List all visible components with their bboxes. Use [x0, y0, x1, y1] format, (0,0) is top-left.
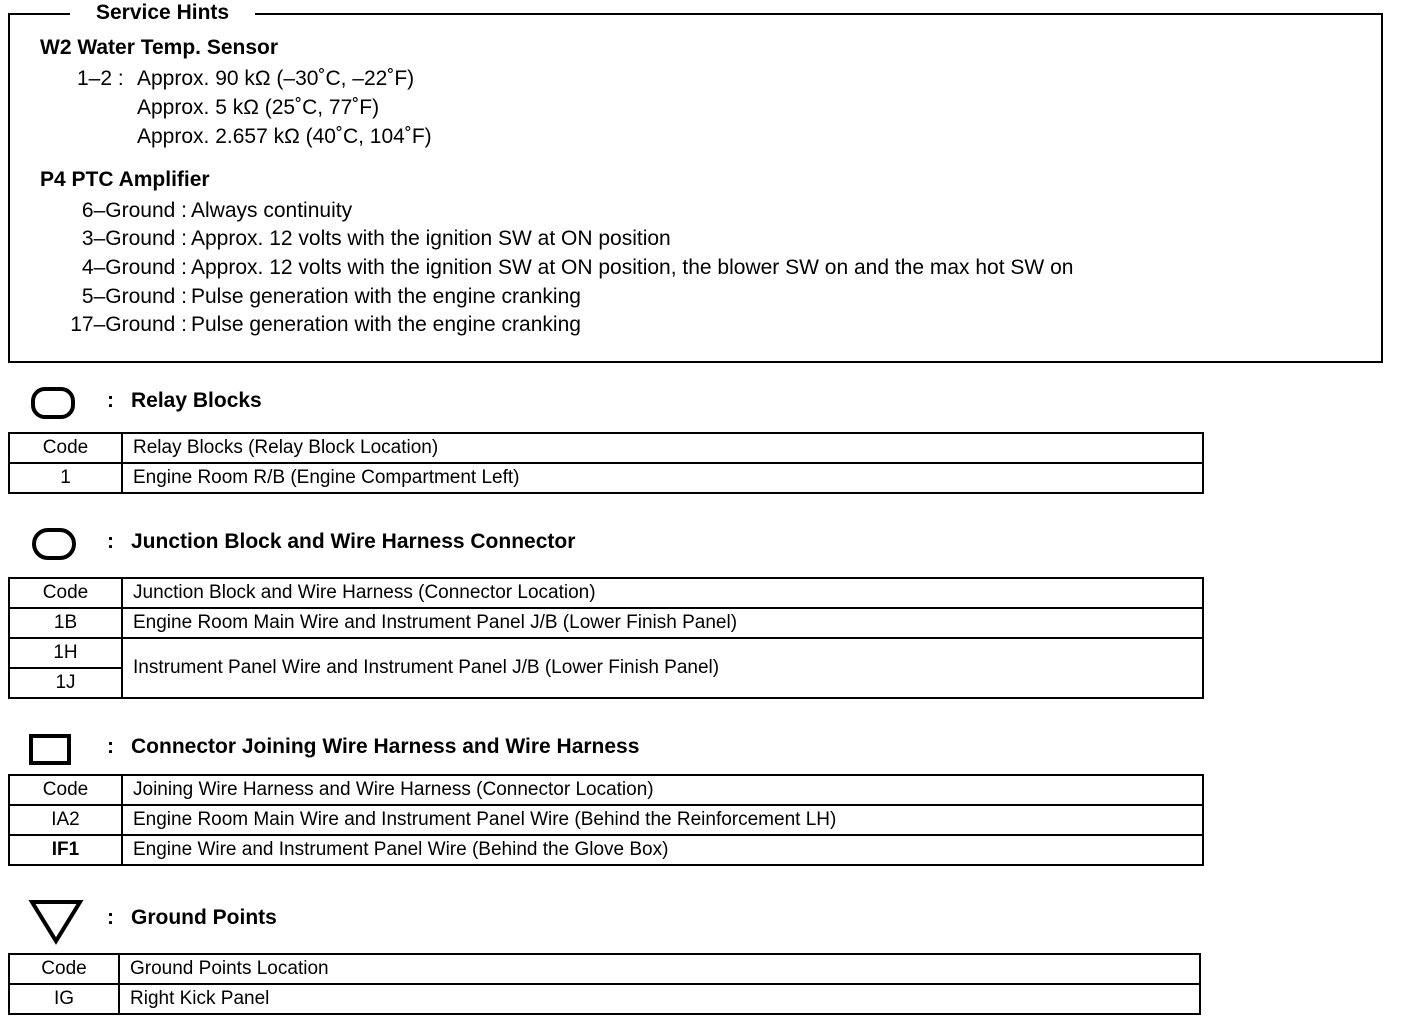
oval-icon	[31, 527, 77, 561]
code-cell: 1J	[9, 668, 122, 698]
p4-line-text: Pulse generation with the engine cranking	[191, 285, 581, 308]
code-header: Code	[9, 578, 122, 608]
code-cell: 1	[9, 463, 122, 493]
p4-line-prefix: 17–Ground :	[70, 313, 187, 336]
code-header: Code	[9, 954, 119, 984]
p4-line-prefix: 6–Ground :	[81, 199, 187, 222]
table-row	[9, 984, 1200, 1014]
desc-header: Relay Blocks (Relay Block Location)	[122, 433, 1203, 463]
table-row	[9, 463, 1203, 493]
legend-colon: :	[107, 735, 114, 758]
p4-line-prefix: 4–Ground :	[81, 256, 187, 279]
code-cell: IA2	[9, 805, 122, 835]
desc-cell: Instrument Panel Wire and Instrument Panel J/B (Lower Finish Panel)	[122, 638, 1203, 698]
p4-line-prefix: 5–Ground :	[81, 285, 187, 308]
p4-heading: P4 PTC Amplifier	[40, 168, 210, 191]
rectangle-icon	[28, 733, 74, 767]
p4-line-text: Pulse generation with the engine cranking	[191, 313, 581, 336]
connectors-title: Connector Joining Wire Harness and Wire Harness	[131, 735, 640, 758]
legend-colon: :	[107, 906, 114, 929]
p4-line-prefix: 3–Ground :	[81, 227, 187, 250]
p4-line-text: Always continuity	[191, 199, 353, 222]
w2-line-prefix: 1–2 :	[77, 67, 124, 90]
ground-points-title: Ground Points	[131, 906, 277, 929]
desc-cell: Engine Wire and Instrument Panel Wire (Behind the Glove Box)	[122, 835, 1203, 865]
legend-colon: :	[107, 530, 114, 553]
relay-blocks-title: Relay Blocks	[131, 389, 262, 412]
desc-header: Ground Points Location	[119, 954, 1200, 984]
table-header-row	[9, 775, 1203, 805]
p4-line-text: Approx. 12 volts with the ignition SW at ON position, the blower SW on and the max hot SW on	[191, 256, 1074, 279]
triangle-down-icon	[28, 897, 84, 947]
desc-cell: Engine Room Main Wire and Instrument Panel J/B (Lower Finish Panel)	[122, 608, 1203, 638]
junction-blocks-title: Junction Block and Wire Harness Connector	[131, 530, 576, 553]
rounded-rect-icon	[30, 386, 76, 420]
table-header-row	[9, 433, 1203, 463]
code-cell: 1H	[9, 638, 122, 668]
table-row	[9, 805, 1203, 835]
w2-line-text: Approx. 90 kΩ (–30˚C, –22˚F)	[137, 67, 415, 90]
ground-points-table	[8, 953, 1201, 1015]
p4-line-text: Approx. 12 volts with the ignition SW at ON position	[191, 227, 671, 250]
w2-line-text: Approx. 5 kΩ (25˚C, 77˚F)	[137, 96, 380, 119]
table-row	[9, 835, 1203, 865]
code-cell: 1B	[9, 608, 122, 638]
table-row	[9, 638, 1203, 668]
service-hints-title: Service Hints	[70, 0, 255, 26]
code-cell: IF1	[9, 835, 122, 865]
table-header-row	[9, 578, 1203, 608]
table-row	[9, 608, 1203, 638]
code-header: Code	[9, 433, 122, 463]
connectors-table	[8, 774, 1204, 866]
table-header-row	[9, 954, 1200, 984]
code-cell: IG	[9, 984, 119, 1014]
code-header: Code	[9, 775, 122, 805]
desc-cell: Engine Room Main Wire and Instrument Panel Wire (Behind the Reinforcement LH)	[122, 805, 1203, 835]
desc-cell: Engine Room R/B (Engine Compartment Left)	[122, 463, 1203, 493]
desc-header: Junction Block and Wire Harness (Connector Location)	[122, 578, 1203, 608]
w2-line-text: Approx. 2.657 kΩ (40˚C, 104˚F)	[137, 125, 432, 148]
junction-blocks-table	[8, 577, 1204, 699]
w2-heading: W2 Water Temp. Sensor	[40, 36, 279, 59]
desc-header: Joining Wire Harness and Wire Harness (Connector Location)	[122, 775, 1203, 805]
legend-colon: :	[107, 389, 114, 412]
desc-cell: Right Kick Panel	[119, 984, 1200, 1014]
relay-blocks-table	[8, 432, 1204, 494]
